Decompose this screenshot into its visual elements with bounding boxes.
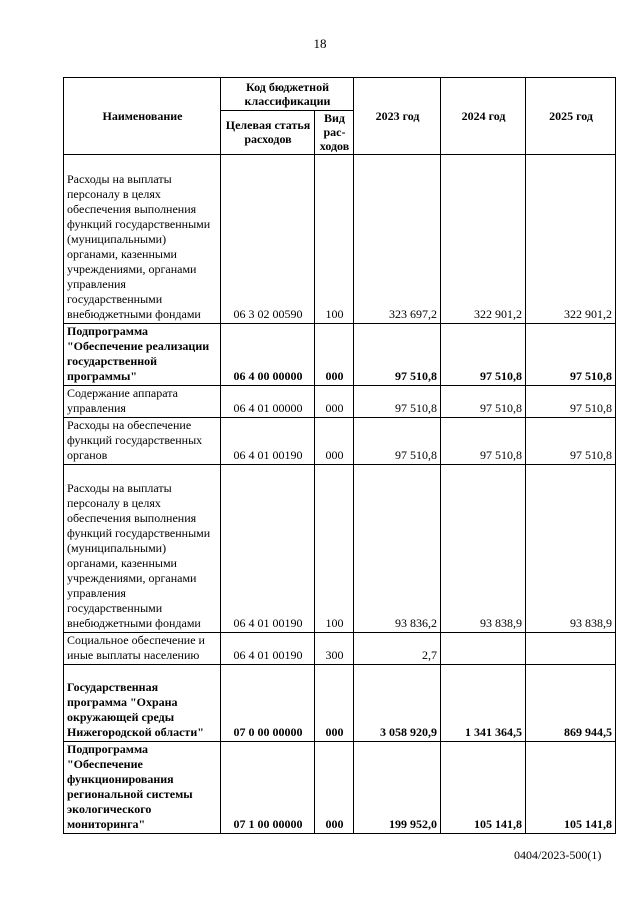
row-value-2023: 97 510,8	[354, 386, 441, 418]
row-value-2023: 323 697,2	[354, 155, 441, 324]
header-2023: 2023 год	[354, 78, 441, 155]
row-expense-type: 000	[315, 742, 354, 834]
table-body	[64, 155, 616, 834]
row-value-2025	[526, 633, 616, 665]
document-code: 0404/2023-500(1)	[514, 848, 602, 862]
row-expense-type: 100	[315, 465, 354, 633]
row-value-2024	[441, 633, 526, 665]
row-name: Подпрограмма "Обеспечение реализации государственной программы"	[64, 324, 221, 386]
row-target-article: 07 1 00 00000	[221, 742, 315, 834]
row-value-2024: 93 838,9	[441, 465, 526, 633]
row-expense-type: 000	[315, 418, 354, 465]
row-value-2023: 97 510,8	[354, 324, 441, 386]
row-target-article: 06 4 01 00190	[221, 465, 315, 633]
row-name: Расходы на обеспечение функций государственных органов	[64, 418, 221, 465]
row-name: Социальное обеспечение и иные выплаты населению	[64, 633, 221, 665]
row-expense-type: 000	[315, 324, 354, 386]
row-value-2023: 97 510,8	[354, 418, 441, 465]
row-value-2024: 1 341 364,5	[441, 665, 526, 742]
row-target-article: 06 4 01 00190	[221, 418, 315, 465]
row-value-2025: 322 901,2	[526, 155, 616, 324]
row-target-article: 06 4 00 00000	[221, 324, 315, 386]
row-expense-type: 300	[315, 633, 354, 665]
table-row	[64, 633, 616, 665]
header-code-group: Код бюджетной классификации	[221, 78, 354, 111]
row-value-2023: 199 952,0	[354, 742, 441, 834]
budget-table	[63, 77, 616, 834]
table-row	[64, 742, 616, 834]
table-row	[64, 155, 616, 324]
row-expense-type: 000	[315, 386, 354, 418]
table-row	[64, 324, 616, 386]
row-value-2025: 97 510,8	[526, 386, 616, 418]
row-value-2023: 93 836,2	[354, 465, 441, 633]
row-value-2025: 97 510,8	[526, 418, 616, 465]
page-number: 18	[313, 36, 327, 51]
row-name: Государственная программа "Охрана окружающей среды Нижегородской области"	[64, 665, 221, 742]
header-name: Наименование	[64, 78, 221, 155]
row-value-2024: 97 510,8	[441, 386, 526, 418]
row-value-2024: 97 510,8	[441, 324, 526, 386]
row-value-2025: 97 510,8	[526, 324, 616, 386]
row-value-2025: 869 944,5	[526, 665, 616, 742]
row-name: Содержание аппарата управления	[64, 386, 221, 418]
row-value-2024: 97 510,8	[441, 418, 526, 465]
row-value-2024: 105 141,8	[441, 742, 526, 834]
row-target-article: 07 0 00 00000	[221, 665, 315, 742]
row-value-2025: 105 141,8	[526, 742, 616, 834]
header-2025: 2025 год	[526, 78, 616, 155]
row-target-article: 06 3 02 00590	[221, 155, 315, 324]
row-value-2023: 3 058 920,9	[354, 665, 441, 742]
row-target-article: 06 4 01 00000	[221, 386, 315, 418]
row-name: Подпрограмма "Обеспечение функционирования региональной системы экологического мониторинга"	[64, 742, 221, 834]
row-value-2024: 322 901,2	[441, 155, 526, 324]
row-expense-type: 000	[315, 665, 354, 742]
table-row	[64, 665, 616, 742]
header-target-article: Целевая статья расходов	[221, 111, 315, 155]
row-expense-type: 100	[315, 155, 354, 324]
row-name: Расходы на выплаты персоналу в целях обеспечения выполнения функций государственными (муниципальными) органами, казенными учреждениями, органами управления государственными внебюджетными фондами	[64, 155, 221, 324]
row-target-article: 06 4 01 00190	[221, 633, 315, 665]
row-value-2025: 93 838,9	[526, 465, 616, 633]
row-value-2023: 2,7	[354, 633, 441, 665]
table-row	[64, 465, 616, 633]
header-2024: 2024 год	[441, 78, 526, 155]
table-row	[64, 386, 616, 418]
row-name: Расходы на выплаты персоналу в целях обеспечения выполнения функций государственными (муниципальными) органами, казенными учреждениями, органами управления государственными внебюджетными фондами	[64, 465, 221, 633]
table-row	[64, 418, 616, 465]
header-expense-type: Вид рас-ходов	[315, 111, 354, 155]
